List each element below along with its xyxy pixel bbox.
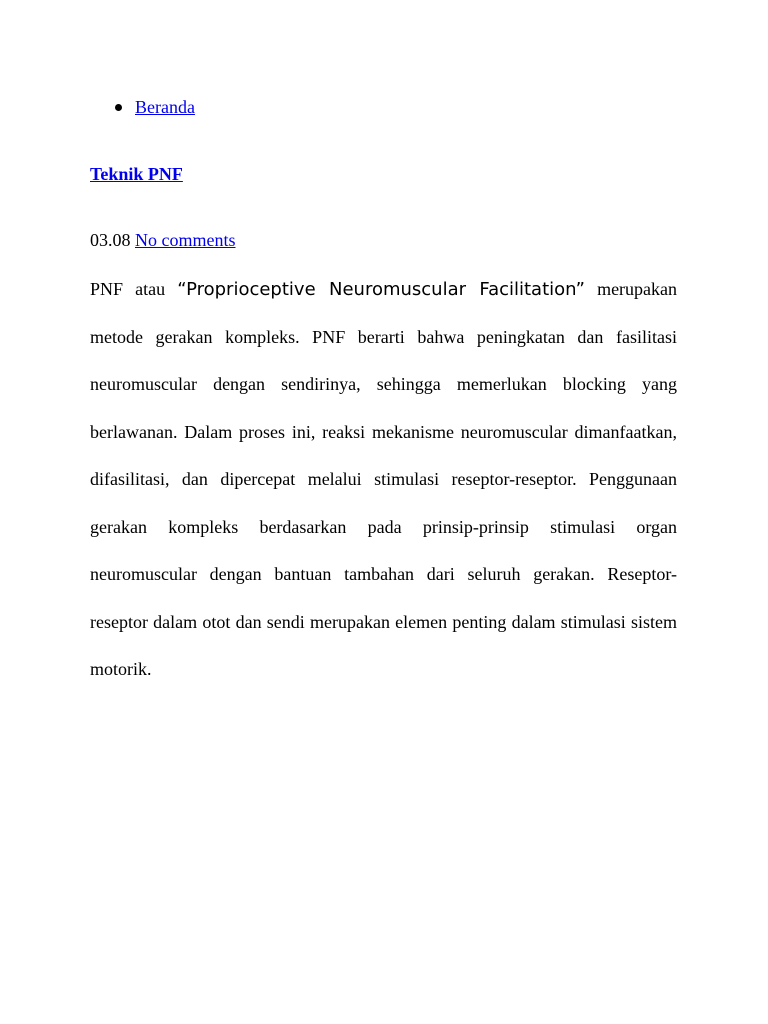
comments-link[interactable]: No comments [135,230,236,250]
post-body-abbr: PNF [90,279,124,299]
bullet-icon [115,104,122,111]
post-body [90,266,677,694]
nav-link-beranda[interactable]: Beranda [135,97,195,117]
post-body-text: merupakan metode gerakan kompleks. PNF berarti bahwa peningkatan dan fasilitasi neuromuscular dengan sendirinya, sehingga memerlukan blocking yang berlawanan. Dalam proses ini, reaksi mekanisme neuromuscular dimanfaatkan, difasilitasi, dan dipercepat melalui stimulasi reseptor-reseptor. Penggunaan gerakan kompleks berdasarkan pada prinsip-prinsip stimulasi organ neuromuscular dengan bantuan tambahan dari seluruh gerakan. Reseptor-reseptor dalam otot dan sendi merupakan elemen penting dalam stimulasi sistem motorik. [90,279,678,679]
nav-item-beranda [90,94,195,120]
post-time: 03.08 [90,230,131,250]
nav-list [90,94,195,120]
post-title [90,161,183,187]
post-body-atau: atau [135,279,166,299]
post-body-term: “Proprioceptive Neuromuscular Facilitation” [177,279,585,300]
post-title-link[interactable]: Teknik PNF [90,164,183,184]
post-meta [90,227,236,253]
